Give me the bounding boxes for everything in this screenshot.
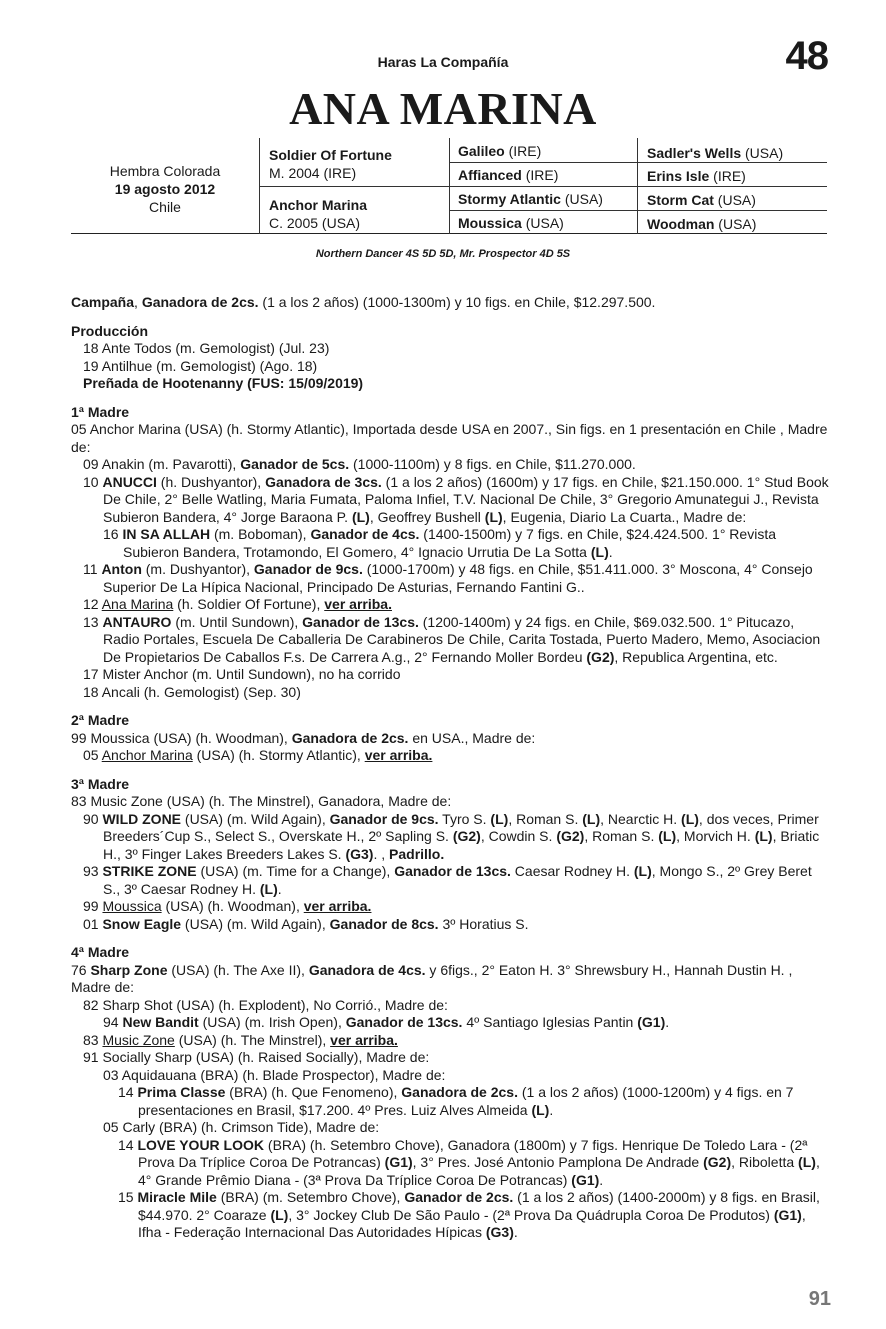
list-item: 01 Snow Eagle (USA) (m. Wild Again), Ganador de 8cs. 3º Horatius S. — [83, 915, 529, 932]
lot-number: 48 — [785, 34, 828, 78]
dam-info: C. 2005 (USA) — [269, 215, 361, 231]
pedigree-gen3-cell: Moussica (USA) — [458, 215, 564, 231]
divider — [259, 186, 827, 187]
horse-name: ANA MARINA — [289, 83, 597, 134]
pedigree-gen4-cell: Woodman (USA) — [647, 216, 757, 232]
dam-name: Anchor Marina — [269, 197, 368, 213]
dam-intro: 99 Moussica (USA) (h. Woodman), Ganadora de 2cs. en USA., Madre de: — [71, 729, 536, 746]
pedigree-gen3-cell: Stormy Atlantic (USA) — [458, 191, 603, 207]
production-section — [71, 323, 831, 393]
list-item: 03 Aquidauana (BRA) (h. Blade Prospector), Madre de: — [103, 1066, 446, 1083]
divider — [449, 162, 827, 163]
section-heading: 2ª Madre — [71, 712, 130, 728]
section-heading: 4ª Madre — [71, 944, 130, 960]
list-item: 90 WILD ZONE (USA) (m. Wild Again), Ganador de 9cs. Tyro S. (L), Roman S. (L), Nearctic H. (L), dos veces, Primer Breeders´Cup S., Select S., Overskate H., 2º Sapling S. (G2), Cowdin S. (G2), Roman S. (L), Morvich H. (L), Briatic H., 3º Finger Lakes Breeders Lakes S. (G3). , Padrillo. — [83, 810, 820, 862]
list-item: 14 Prima Classe (BRA) (h. Que Fenomeno), Ganadora de 2cs. (1 a los 2 años) (1000-1200m) y 4 figs. en 7 presentaciones en Brasil, $17.200. 4º Pres. Luiz Alves Almeida (L). — [118, 1084, 794, 1118]
dam-cell — [269, 196, 367, 232]
list-item: 14 LOVE YOUR LOOK (BRA) (h. Setembro Chove), Ganadora (1800m) y 7 figs. Henrique De Toledo Lara - (2ª Prova Da Tríplice Coroa De Potrancas) (G1), 3° Pres. José Antonio Pamplona De Andrade (G2), Riboletta (L), 4° Grande Prêmio Diana - (3ª Prova Da Tríplice Coroa De Potrancas) (G1). — [118, 1136, 820, 1188]
pedigree-gen3-cell: Galileo (IRE) — [458, 143, 542, 159]
list-item: 15 Miracle Mile (BRA) (m. Setembro Chove), Ganador de 2cs. (1 a los 2 años) (1400-2000m) y 8 figs. en Brasil, $44.970. 2° Coaraze (L), 3° Jockey Club De São Paulo - (2ª Prova Da Quádrupla Coroa De Produtos) (G1), Ifha - Federação Internacional Das Autoridades Hípicas (G3). — [118, 1189, 820, 1240]
horse-description — [71, 162, 259, 216]
pedigree-body — [71, 294, 831, 1242]
list-item: 11 Anton (m. Dushyantor), Ganador de 9cs. (1000-1700m) y 48 figs. en Chile, $51.411.000. 3° Moscona, 4° Consejo Superior De La Hípica Nacional, Principado De Asturias, Fernando Fantini G.. — [83, 561, 813, 595]
sire-name: Soldier Of Fortune — [269, 147, 392, 163]
list-item: 09 Anakin (m. Pavarotti), Ganador de 5cs. (1000-1100m) y 8 figs. en Chile, $11.270.000. — [83, 456, 636, 472]
list-item: 19 Antilhue (m. Gemologist) (Ago. 18) — [83, 357, 318, 374]
list-item: 18 Ante Todos (m. Gemologist) (Jul. 23) — [83, 340, 330, 356]
pedigree-gen4-cell: Storm Cat (USA) — [647, 192, 756, 208]
pedigree-table — [71, 138, 827, 234]
foaling-date: 19 agosto 2012 — [114, 181, 216, 197]
sire-info: M. 2004 (IRE) — [269, 165, 357, 181]
list-item: 94 New Bandit (USA) (m. Irish Open), Ganador de 13cs. 4º Santiago Iglesias Pantin (G1). — [103, 1014, 670, 1030]
campaign-section — [71, 294, 831, 312]
list-item: 99 Moussica (USA) (h. Woodman), ver arriba. — [83, 898, 372, 914]
section-heading: Producción — [71, 322, 149, 339]
sex-color: Hembra Colorada — [109, 163, 221, 179]
list-item: 05 Carly (BRA) (h. Crimson Tide), Madre de: — [103, 1119, 380, 1135]
list-item: Preñada de Hootenanny (FUS: 15/09/2019) — [83, 375, 364, 391]
country: Chile — [149, 199, 181, 215]
breeder-name: Haras La Compañía — [377, 54, 509, 70]
pedigree-gen4-cell: Erins Isle (IRE) — [647, 168, 746, 184]
page-number: 91 — [808, 1288, 831, 1310]
list-item: 17 Mister Anchor (m. Until Sundown), no ha corrido — [83, 666, 401, 682]
inbreeding-note: Northern Dancer 4S 5D 5D, Mr. Prospector 4D 5S — [315, 248, 571, 260]
pedigree-gen3-cell: Affianced (IRE) — [458, 167, 559, 183]
list-item: 05 Anchor Marina (USA) (h. Stormy Atlantic), ver arriba. — [83, 747, 433, 763]
list-item: 82 Sharp Shot (USA) (h. Explodent), No Corrió., Madre de: — [83, 996, 448, 1013]
dam-intro: 76 Sharp Zone (USA) (h. The Axe II), Ganadora de 4cs. y 6figs., 2° Eaton H. 3° Shrewsbury H., Hannah Dustin H. , Madre de: — [71, 961, 793, 995]
dam-intro: 05 Anchor Marina (USA) (h. Stormy Atlantic), Importada desde USA en 2007., Sin figs. en 1 presentación en Chile , Madre de: — [71, 421, 828, 455]
list-item: 91 Socially Sharp (USA) (h. Raised Socially), Madre de: — [83, 1049, 430, 1065]
list-item: 16 IN SA ALLAH (m. Boboman), Ganador de 4cs. (1400-1500m) y 7 figs. en Chile, $24.424.500. 1° Revista Subieron Bandera, Trotamondo, El Gomero, 4° Ignacio Urrutia De La Sotta (L). — [103, 526, 776, 560]
second-dam-section — [71, 712, 831, 765]
list-item: 18 Ancali (h. Gemologist) (Sep. 30) — [83, 683, 301, 700]
fourth-dam-section — [71, 944, 831, 1242]
campaign-line: Campaña, Ganadora de 2cs. (1 a los 2 años) (1000-1300m) y 10 figs. en Chile, $12.297.500. — [71, 294, 656, 310]
divider — [449, 210, 827, 211]
pedigree-gen4-cell: Sadler's Wells (USA) — [647, 145, 784, 161]
section-heading: 3ª Madre — [71, 775, 130, 792]
list-item: 13 ANTAURO (m. Until Sundown), Ganador de 13cs. (1200-1400m) y 24 figs. en Chile, $69.032.500. 1° Pitucazo, Radio Portales, Escuela De Caballeria De Carabineros De Chile, Carita Tostada, Puerto Madero, Memo, Asociacion De Propietarios De Caballos F.s. De Carrera A.g., 2° Fernando Moller Bordeu (G2), Republica Argentina, etc. — [83, 613, 821, 665]
list-item: 10 ANUCCI (h. Dushyantor), Ganadora de 3cs. (1 a los 2 años) (1600m) y 17 figs. en Chile, $21.150.000. 1° Stud Book De Chile, 2° Belle Watling, Maria Fumata, Paloma Infiel, T.V. Nacional De Chile, 3° Gregorio Amunategui J., Revista Subieron Bandera, 4° Jorge Baraona P. (L), Geoffrey Bushell (L), Eugenia, Diario La Cuarta., Madre de: — [83, 473, 829, 525]
list-item: 83 Music Zone (USA) (h. The Minstrel), ver arriba. — [83, 1031, 398, 1048]
section-heading: 1ª Madre — [71, 403, 130, 420]
dam-intro: 83 Music Zone (USA) (h. The Minstrel), Ganadora, Madre de: — [71, 793, 452, 809]
list-item: 12 Ana Marina (h. Soldier Of Fortune), ver arriba. — [83, 596, 392, 612]
first-dam-section — [71, 404, 831, 702]
third-dam-section — [71, 776, 831, 934]
sire-cell — [269, 146, 392, 182]
list-item: 93 STRIKE ZONE (USA) (m. Time for a Change), Ganador de 13cs. Caesar Rodney H. (L), Mongo S., 2º Grey Beret S., 3º Caesar Rodney H. (L). — [83, 863, 812, 897]
